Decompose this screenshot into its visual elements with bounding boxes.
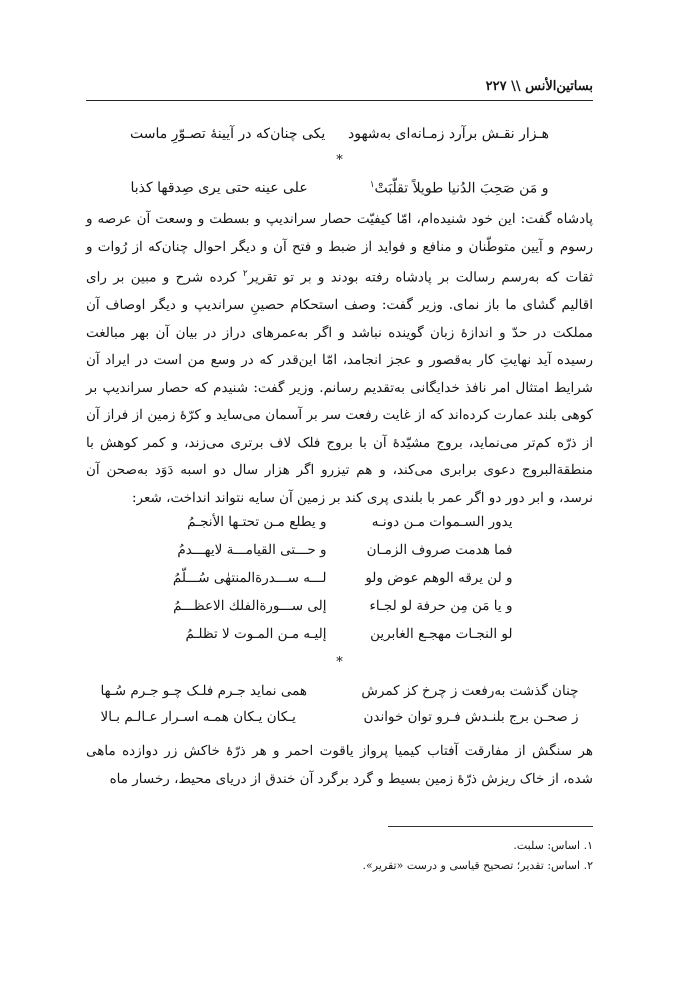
verse-first-hemistich: لو النجـات مهجـع الغابرین [370, 626, 513, 642]
couplet-2-first-hemistich [349, 180, 549, 197]
verse-second-hemistich: یـکان یـکان همـه اسـرار عـالـم بـالا [100, 709, 296, 725]
prose-2-text: هر سنگش از مفارقت آفتاب کیمیا پرواز یاقوت احمر و هر ذرّهٔ خاکش زر دوازده ماهی شده، از خاک ریزش ذرّهٔ زمین بسیط و گرد برگرد آن خندق از دریای محیط، رخسار ماه [86, 743, 593, 787]
prose-paragraph-1 [86, 206, 593, 512]
prose-paragraph-2 [86, 738, 593, 793]
verse-second-hemistich: إلی ســـورةالفلك الاعظـــمُ [173, 598, 327, 614]
running-title: بساتین‌الأنس \\ ۲۲۷ [485, 79, 593, 94]
persian-verse-row [86, 709, 593, 725]
couplet-2-first-text: و مَن صَحِبَ الدُنیا طویلاً تقلّبَتْ [374, 180, 549, 197]
verse-second-hemistich: و یطلع مـن تحتـها الأنجـمُ [187, 514, 327, 530]
arabic-verse-row [86, 514, 593, 530]
footnote-mark-1: ۱ [369, 180, 375, 190]
verse-first-hemistich: فما هدمت صروف الزمـان [366, 542, 513, 558]
couplet-1-first-hemistich: هـزار نقـش برآرد زمـانه‌ای به‌شهود [347, 126, 550, 142]
arabic-verse-row [86, 598, 593, 614]
verse-first-hemistich: ز صحـن برج بلنـدش فـرو توان خواندن [363, 709, 579, 725]
verse-second-hemistich: إلیـه مـن المـوت لا تظلـمُ [185, 626, 327, 642]
arabic-verse-row [86, 626, 593, 642]
verse-second-hemistich: همی نماید جـرم فلـک چـو جـرم سُـها [100, 683, 307, 699]
footnote-1: ۱. اساس: سلبت. [513, 839, 593, 852]
verse-second-hemistich: و حـــتی القیامـــة لایهـــدمُ [177, 542, 327, 558]
couplet-2 [86, 180, 593, 197]
prose-1-text: پادشاه گفت: این خود شنیده‌ام، امّا کیفیّت حصار سراندیپ و بسطت و وسعت آن عرصه و رسوم و آیین متوطّنان و منافع و فواید از ضبط و فتح آن و دیگر احوال چنان‌که از رُوات و ثقات که به‌رسم رسالت بر پادشاه رفته بودند و بر تو تقریر$^۲$ کرده شرح و مبین بر رای اقالیم گشای ما باز نمای. وزیر گفت: وصف استحکام حصینِ سراندیپ و دیگر اوصاف آن مملکت در حدّ و اندازهٔ زبان گوینده نباشد و اگر به‌عمرهای دراز در بیان آن بهر مبالغت رسیده آید نهایتِ کار به‌قصور و عجز انجامد، امّا این‌قدر که در وسع من است در ایراد آن شرایط امتثال امر نافذ خدایگانی به‌تقدیم رسانم. وزیر گفت: شنیدم که حصار سراندیپ بر کوهی بلند عمارت کرده‌اند که از غایت رفعت سر بر آسمان می‌ساید و کرّهٔ زمین از فراز آن از ذرّه کم‌تر می‌نماید، بروج مشیّدهٔ آن با بروج فلک لاف برتری می‌زند، و کمر کوهش با منطقةالبروج دعوی برابری می‌کند، و هم تیزرو اگر هزار سال دو اسبه دَوَد به‌صحن آن نرسد، و ابر دور دو اگر عمر با بلندی پری کند بر زمین آن سایه نتواند انداخت، شعر: [86, 211, 593, 506]
arabic-verse-row [86, 542, 593, 558]
verse-first-hemistich: یدور السـموات مـن دونـه [371, 514, 513, 530]
verse-second-hemistich: لـــه ســـدرةالمنتهٰی سُـــلّمُ [172, 570, 327, 586]
footnote-mark-2: ۲ [242, 269, 248, 279]
section-separator-2: * [336, 655, 343, 670]
verse-first-hemistich: چنان گذشت به‌رفعت ز چرخ کز کمرش [361, 683, 579, 699]
section-separator: * [336, 153, 343, 168]
couplet-2-second-hemistich: علی عینه حتی یری صِدقها کذبا [130, 180, 308, 196]
verse-first-hemistich: و یا مَن مِن حرفة لو لجـاء [369, 598, 513, 614]
couplet-1-second-hemistich: یکی چنان‌که در آیینهٔ تصـوّرِ ماست [129, 126, 326, 142]
footnote-rule [388, 826, 593, 827]
couplet-1 [86, 126, 593, 142]
arabic-verse-row [86, 570, 593, 586]
persian-verse-row [86, 683, 593, 699]
footnote-2: ۲. اساس: تقدیر؛ تصحیح قیاسی و درست «تقریر». [362, 859, 593, 872]
running-header [86, 78, 593, 101]
footnotes [86, 836, 593, 876]
verse-first-hemistich: و لن یرقه الوهم عوض ولو [365, 570, 513, 586]
